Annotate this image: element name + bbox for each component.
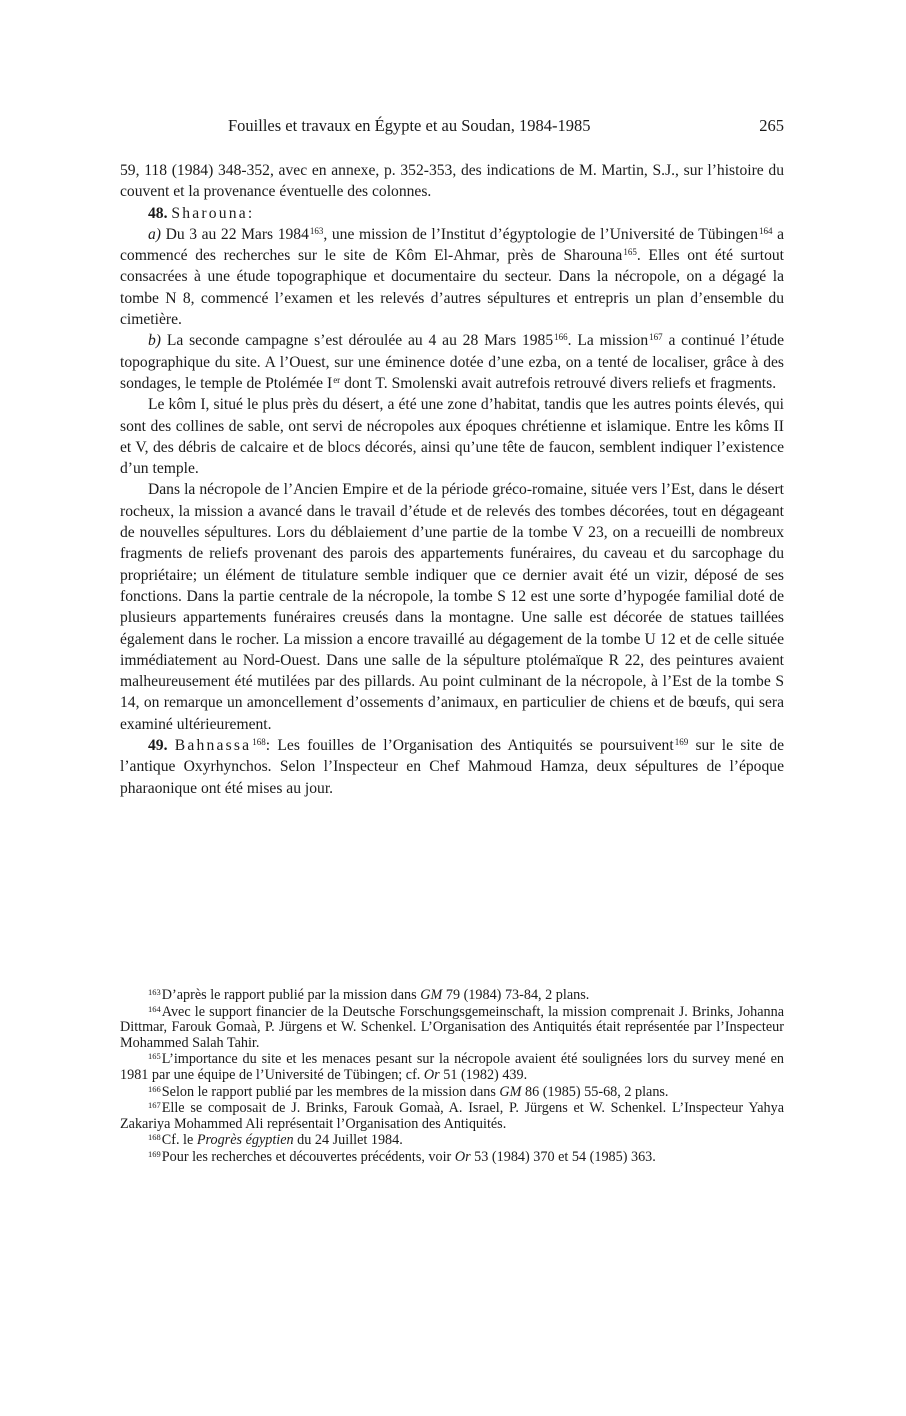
footnote-text: Elle se composait de J. Brinks, Farouk Gomaà, A. Israel, P. Jürgens et W. Schenkel. L’Inspecteur Yahya Zakariya Mohammed Ali représentait l’Organisation des Antiquités.: [120, 1100, 784, 1132]
running-title: Fouilles et travaux en Égypte et au Soudan, 1984-1985: [228, 116, 591, 135]
newspaper-title: Progrès égyptien: [196, 1132, 294, 1149]
footnote-text: Cf. le: [161, 1132, 197, 1149]
journal-abbrev: Or: [454, 1148, 471, 1165]
footnote-163: [120, 988, 784, 1004]
paragraph-49: [120, 735, 784, 799]
paragraph-text: , une mission de l’Institut d’égyptologie de l’Université de Tübingen: [323, 225, 758, 243]
paragraph-kom: [120, 394, 784, 479]
footnote-ref[interactable]: 167: [649, 332, 663, 343]
footnote-text: Pour les recherches et découvertes précédents, voir: [161, 1148, 455, 1165]
main-text: [120, 160, 784, 799]
footnote-number: 164: [148, 1003, 161, 1014]
section-title: Sharouna:: [171, 204, 255, 222]
item-letter: b): [148, 332, 161, 350]
paragraph-text: sur le site de l’antique Oxyrhynchos. Selon l’Inspecteur en Chef Mahmoud Hamza, deux sépultures de l’époque pharaonique ont été mises au jour.: [120, 737, 784, 797]
footnotes: [120, 988, 784, 1167]
paragraph-text: dont T. Smolenski avait autrefois retrouvé divers reliefs et fragments.: [340, 374, 777, 392]
footnote-ref[interactable]: 164: [759, 225, 773, 236]
footnote-166: [120, 1085, 784, 1101]
paragraph-text: 59, 118 (1984) 348-352, avec en annexe, p. 352-353, des indications de M. Martin, S.J., sur l’histoire du couvent et la provenance éventuelle des colonnes.: [120, 162, 784, 201]
paragraph-text: . Elles ont été surtout consacrées à une étude topographique et documentaire du secteur. Dans la nécropole, on a dégagé la tombe N 8, commencé l’examen et les relevés d’autres sépultures et entrepris un plan d’ensemble du cimetière.: [120, 247, 785, 329]
paragraph-text: a commencé des recherches sur le site de Kôm El-Ahmar, près de Sharouna: [120, 225, 785, 265]
footnote-text: Selon le rapport publié par les membres de la mission dans: [161, 1083, 500, 1100]
footnote-number: 167: [148, 1100, 161, 1111]
paragraph-text: Le kôm I, situé le plus près du désert, a été une zone d’habitat, tandis que les autres points élevés, qui sont des collines de sable, ont servi de nécropoles aux époques chrétienne et islamique. Entre les kôms II et V, des débris de calcaire et de blocs décorés, ainsi qu’une tête de faucon, semblent indiquer l’existence d’un temple.: [120, 396, 784, 478]
paragraph-necropole: [120, 479, 784, 735]
section-title: Bahnassa: [174, 737, 252, 755]
footnote-ref[interactable]: 168: [252, 737, 266, 748]
paragraph-text: La seconde campagne s’est déroulée au 4 au 28 Mars 1985: [161, 332, 554, 350]
footnote-text: D’après le rapport publié par la mission dans: [161, 987, 421, 1003]
footnote-ref[interactable]: 163: [309, 225, 324, 236]
footnote-text: 51 (1982) 439.: [439, 1066, 528, 1083]
footnote-number: 168: [148, 1132, 161, 1143]
footnote-number: 163: [148, 987, 161, 997]
journal-abbrev: GM: [499, 1083, 522, 1100]
journal-abbrev: GM: [420, 987, 443, 1003]
footnote-168: [120, 1133, 784, 1149]
footnote-text: 79 (1984) 73-84, 2 plans.: [442, 987, 590, 1003]
paragraph-continuation: [120, 160, 784, 203]
footnote-number: 166: [148, 1083, 161, 1094]
footnote-text: 86 (1985) 55-68, 2 plans.: [521, 1083, 669, 1100]
footnote-ref[interactable]: 166: [554, 332, 568, 343]
footnote-167: [120, 1101, 784, 1132]
paragraph-48a: [120, 224, 784, 330]
journal-abbrev: Or: [423, 1066, 440, 1083]
section-number: 48.: [148, 204, 168, 222]
ordinal-suffix: er: [333, 374, 341, 385]
running-header: [120, 116, 784, 140]
footnote-text: 53 (1984) 370 et 54 (1985) 363.: [470, 1148, 656, 1165]
footnote-ref[interactable]: 165: [623, 247, 637, 258]
page-number: 265: [759, 116, 784, 135]
footnote-number: 169: [148, 1148, 161, 1159]
paragraph-text: . La mission: [567, 332, 649, 350]
section-number: 49.: [148, 737, 168, 755]
paragraph-text: Dans la nécropole de l’Ancien Empire et de la période gréco-romaine, située vers l’Est, dans le désert rocheux, la mission a avancé dans le travail d’étude et de relevés des tombes décorées, tout en dégageant de nouvelles sépultures. Lors du déblaiement d’une partie de la tombe V 23, on a recueilli de nombreux fragments de reliefs provenant des parois des appartements funéraires, du caveau et du sarcophage du propriétaire; un élément de titulature semble indiquer que ce dernier avait été un vizir, déposé de ses fonctions. Dans la partie centrale de la nécropole, la tombe S 12 est une sorte d’hypogée familial doté de plusieurs appartements funéraires creusés dans la montagne. Une salle est décorée de statues taillées également dans le rocher. La mission a encore travaillé au dégagement de la tombe U 12 et de celle située immédiatement au Nord-Ouest. Dans une salle de la sépulture ptolémaïque R 22, des peintures avaient malheureusement été mutilées par des pillards. Au point culminant de la nécropole, à l’Est de la tombe S 14, on remarque un amoncellement d’ossements d’animaux, en particulier de chiens et de bœufs, qui sera examiné ultérieurement.: [120, 481, 784, 733]
paragraph-text: a continué l’étude topographique du site. A l’Ouest, sur une éminence dotée d’une ezba, on a tenté de localiser, grâce à des sondages, le temple de Ptolémée I: [120, 332, 784, 392]
footnote-169: [120, 1150, 784, 1166]
paragraph-48b: [120, 330, 784, 394]
footnote-164: [120, 1005, 784, 1052]
footnote-text: L’importance du site et les menaces pesant sur la nécropole avaient été soulignées lors du survey mené en 1981 par une équipe de l’Université de Tübingen; cf.: [120, 1051, 784, 1083]
paragraph-text: Du 3 au 22 Mars 1984: [161, 225, 309, 243]
footnote-text: Avec le support financier de la Deutsche Forschungsgemeinschaft, la mission comprenait J. Brinks, Johanna Dittmar, Farouk Gomaà, P. Jürgens et W. Schenkel. L’Organisation des Antiquités était représentée par l’Inspecteur Mohammed Salah Tahir.: [120, 1003, 784, 1051]
footnote-165: [120, 1052, 784, 1083]
section-heading-48: [120, 203, 784, 224]
footnote-text: du 24 Juillet 1984.: [293, 1132, 403, 1149]
footnote-ref[interactable]: 169: [674, 737, 689, 748]
paragraph-text: : Les fouilles de l’Organisation des Antiquités se poursuivent: [265, 737, 674, 755]
footnote-number: 165: [148, 1051, 161, 1062]
item-letter: a): [148, 225, 161, 243]
